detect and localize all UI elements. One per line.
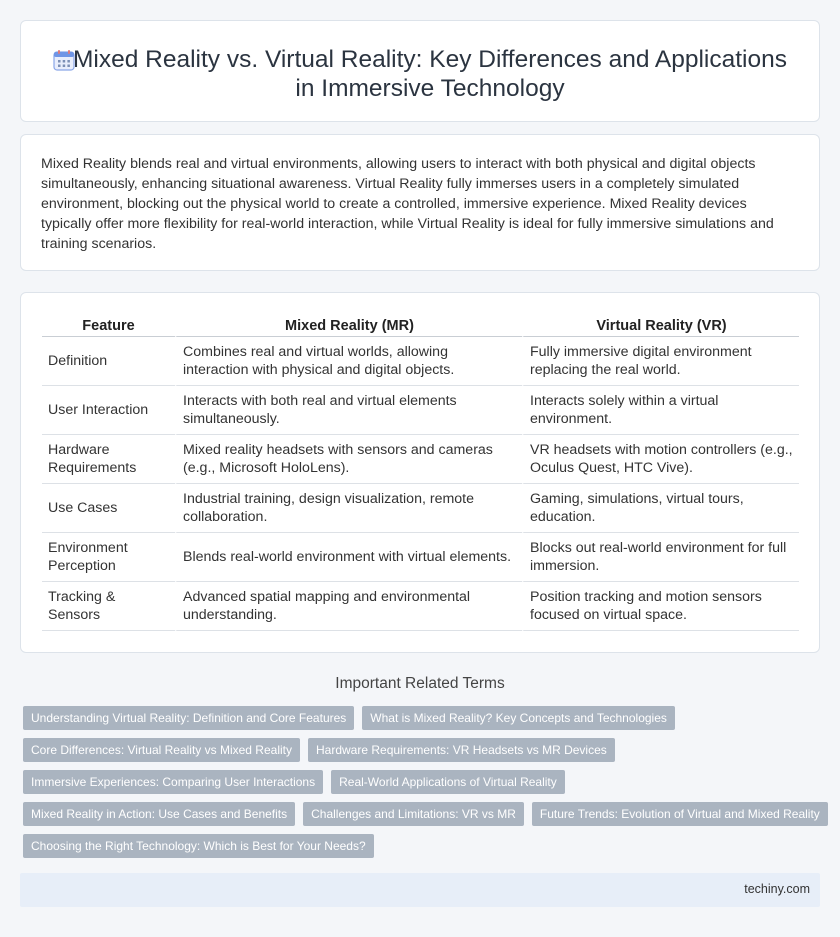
footer-site-link[interactable]: techiny.com [744, 882, 810, 896]
vr-cell: Gaming, simulations, virtual tours, education. [522, 484, 799, 533]
intro-card [20, 134, 820, 271]
mr-cell: Blends real-world environment with virtual elements. [175, 533, 522, 582]
related-term-tag[interactable]: Mixed Reality in Action: Use Cases and Benefits [23, 802, 295, 826]
related-terms-list [23, 706, 823, 866]
related-term-tag[interactable]: What is Mixed Reality? Key Concepts and Technologies [362, 706, 675, 730]
table-row [42, 337, 799, 386]
related-term-tag[interactable]: Understanding Virtual Reality: Definition and Core Features [23, 706, 354, 730]
vr-cell: Interacts solely within a virtual environment. [522, 386, 799, 435]
table-row [42, 386, 799, 435]
header-card [20, 20, 820, 122]
related-terms-title: Important Related Terms [335, 675, 505, 692]
table-row [42, 582, 799, 631]
feature-cell: Use Cases [42, 484, 175, 533]
mr-cell: Interacts with both real and virtual elements simultaneously. [175, 386, 522, 435]
footer [20, 873, 820, 907]
feature-cell: Hardware Requirements [42, 435, 175, 484]
intro-paragraph: Mixed Reality blends real and virtual environments, allowing users to interact with both physical and digital objects simultaneously, enhancing situational awareness. Virtual Reality fully immerses users in a completely simulated environment, blocking out the physical world to create a controlled, immersive experience. Mixed Reality devices typically offer more flexibility for real-world interaction, while Virtual Reality is ideal for fully immersive simulations and training scenarios. [41, 156, 774, 252]
vr-cell: VR headsets with motion controllers (e.g., Oculus Quest, HTC Vive). [522, 435, 799, 484]
mr-cell: Mixed reality headsets with sensors and cameras (e.g., Microsoft HoloLens). [175, 435, 522, 484]
table-row [42, 435, 799, 484]
table-row [42, 484, 799, 533]
related-term-tag[interactable]: Challenges and Limitations: VR vs MR [303, 802, 524, 826]
feature-cell: Environment Perception [42, 533, 175, 582]
related-term-tag[interactable]: Future Trends: Evolution of Virtual and Mixed Reality [532, 802, 828, 826]
feature-cell: Tracking & Sensors [42, 582, 175, 631]
vr-cell: Blocks out real-world environment for full immersion. [522, 533, 799, 582]
related-term-tag[interactable]: Real-World Applications of Virtual Reality [331, 770, 565, 794]
table-header-row [42, 315, 799, 337]
page-title: Mixed Reality vs. Virtual Reality: Key Differences and Applications in Immersive Technology [72, 46, 788, 102]
header-feature: Feature [42, 315, 175, 337]
vr-cell: Position tracking and motion sensors focused on virtual space. [522, 582, 799, 631]
mr-cell: Advanced spatial mapping and environmental understanding. [175, 582, 522, 631]
comparison-table-card [20, 292, 820, 653]
related-term-tag[interactable]: Core Differences: Virtual Reality vs Mixed Reality [23, 738, 300, 762]
mr-cell: Industrial training, design visualization, remote collaboration. [175, 484, 522, 533]
header-virtual-reality: Virtual Reality (VR) [522, 315, 799, 337]
comparison-table [42, 315, 799, 631]
table-row [42, 533, 799, 582]
related-term-tag[interactable]: Immersive Experiences: Comparing User Interactions [23, 770, 323, 794]
header-mixed-reality: Mixed Reality (MR) [175, 315, 522, 337]
related-term-tag[interactable]: Hardware Requirements: VR Headsets vs MR Devices [308, 738, 615, 762]
feature-cell: Definition [42, 337, 175, 386]
feature-cell: User Interaction [42, 386, 175, 435]
mr-cell: Combines real and virtual worlds, allowing interaction with physical and digital objects. [175, 337, 522, 386]
related-term-tag[interactable]: Choosing the Right Technology: Which is Best for Your Needs? [23, 834, 374, 858]
vr-cell: Fully immersive digital environment replacing the real world. [522, 337, 799, 386]
